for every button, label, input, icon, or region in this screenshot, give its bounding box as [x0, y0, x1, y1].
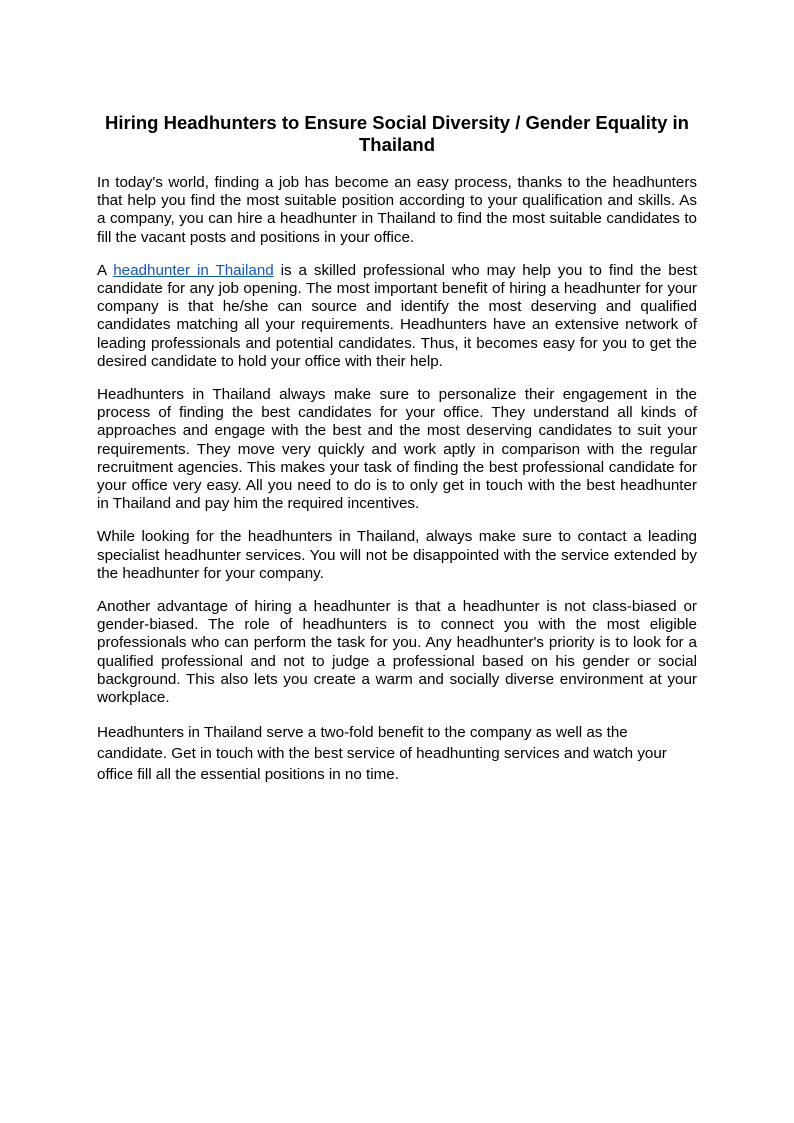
document-page [97, 112, 697, 800]
paragraph-intro: In today's world, finding a job has become an easy process, thanks to the headhunters that help you find the most suitable position according to your qualification and skills. As a company, you can hire a headhunter in Thailand to find the most suitable candidates to fill the vacant posts and positions in your office. [97, 174, 697, 246]
headhunter-in-thailand-link[interactable]: headhunter in Thailand [113, 261, 274, 279]
paragraph-no-bias: Another advantage of hiring a headhunter is that a headhunter is not class-biased or gender-biased. The role of headhunters is to connect you with the most eligible professionals who can perform the task for you. Any headhunter's priority is to look for a qualified professional and not to judge a professional based on his gender or social background. This also lets you create a warm and socially diverse environment at your workplace. [97, 598, 697, 707]
paragraph-personalized-engagement: Headhunters in Thailand always make sure to personalize their engagement in the process of finding the best candidates for your office. They understand all kinds of approaches and engage with the best and the most deserving candidates to suit your requirements. They move very quickly and work aptly in comparison with the regular recruitment agencies. This makes your task of finding the best professional candidate for your office very easy. All you need to do is to only get in touch with the best headhunter in Thailand and pay him the required incentives. [97, 386, 697, 513]
document-title: Hiring Headhunters to Ensure Social Diversity / Gender Equality in Thailand [105, 112, 689, 155]
paragraph-headhunter-definition [97, 262, 697, 371]
paragraph-conclusion: Headhunters in Thailand serve a two-fold benefit to the company as well as the candidate. Get in touch with the best service of headhunting services and watch your office fill all the essential positions in no time. [97, 724, 667, 784]
paragraph-text-before-link: A [97, 261, 114, 279]
paragraph-specialist-services: While looking for the headhunters in Thailand, always make sure to contact a leading specialist headhunter services. You will not be disappointed with the service extended by the headhunter for your company. [97, 528, 697, 582]
paragraph-text-after-link: is a skilled professional who may help you to find the best candidate for any job opening. The most important benefit of hiring a headhunter for your company is that he/she can source and identify the most deserving and qualified candidates matching all your requirements. Headhunters have an extensive network of leading professionals and potential candidates. Thus, it becomes easy for you to get the desired candidate to hold your office with their help. [97, 261, 698, 370]
